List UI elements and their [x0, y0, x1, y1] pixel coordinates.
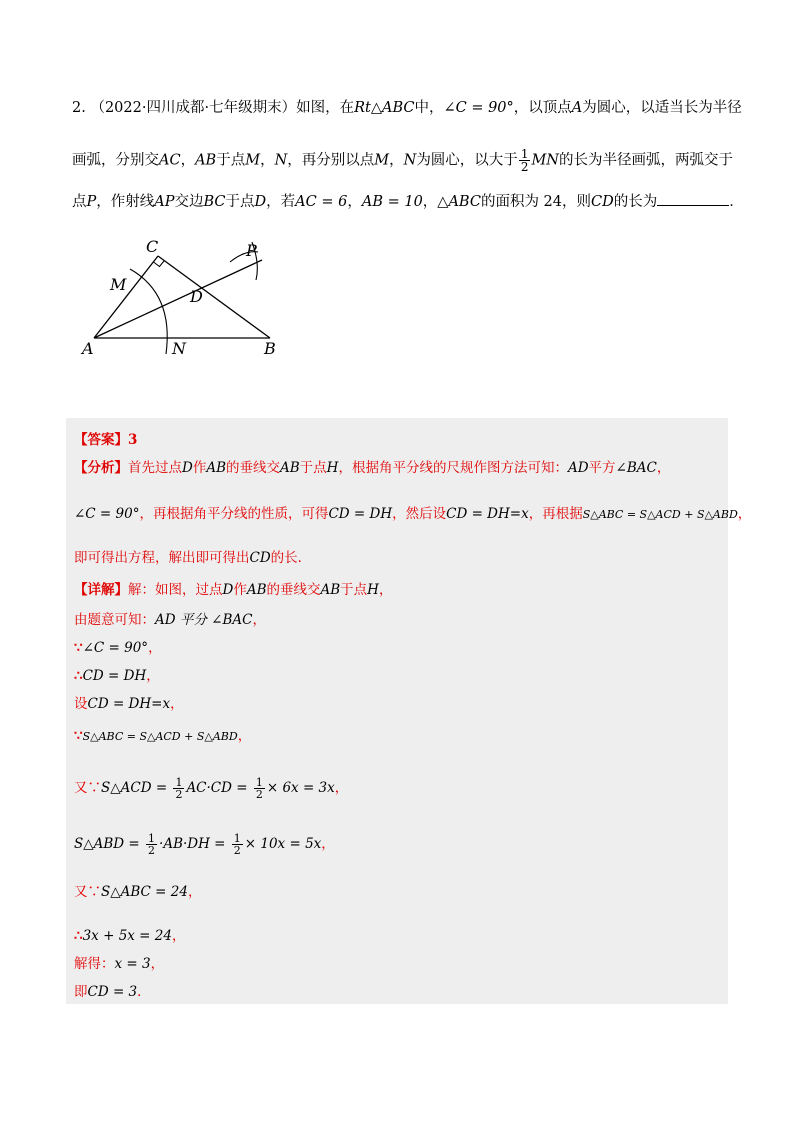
math-mn: MN: [531, 152, 559, 169]
label-c: C: [146, 237, 159, 256]
math-rt-triangle: Rt△ABC: [354, 100, 415, 116]
question-text: 中，: [414, 100, 444, 116]
analysis-line-2: [74, 502, 751, 522]
analysis-text: 作: [192, 460, 207, 476]
punct: ，: [237, 728, 252, 744]
analysis-text: 的长．: [270, 550, 312, 566]
math-ab: AB: [206, 460, 226, 476]
geometry-figure: [80, 228, 300, 368]
fraction-half: [519, 148, 531, 173]
detail-text: 于点: [340, 582, 368, 598]
detail-text: ，: [252, 612, 266, 628]
question-line-3: [72, 190, 744, 211]
analysis-text: ，再根据角平分线的性质，可得: [139, 506, 329, 522]
math-ab: AB: [320, 582, 341, 598]
math-cd-dh: CD = DH: [328, 506, 393, 522]
math-point-h: H: [367, 582, 379, 598]
analysis-text: ，: [737, 506, 752, 522]
fraction-denominator: 2: [233, 844, 241, 857]
question-line-2: [72, 148, 733, 173]
analysis-text: 于点: [299, 460, 327, 476]
analysis-text: ，然后设: [392, 506, 447, 522]
therefore-symbol: ∴: [74, 928, 83, 944]
math-area-abc-24: S△ABC = 24: [101, 884, 188, 900]
math-point-n: N: [403, 152, 417, 169]
question-text: 于点: [225, 194, 255, 210]
detail-line-2: [74, 608, 266, 628]
label-b: B: [264, 339, 276, 358]
punct: ，: [260, 152, 275, 169]
question-text: 于点: [216, 152, 246, 169]
question-text: 的长为半径画弧，两弧交于: [559, 152, 733, 169]
math-5x: × 10x = 5x: [244, 836, 322, 852]
question-text: 画弧，分别交: [72, 152, 159, 169]
detail-text: 即: [74, 984, 88, 1000]
question-text: 为圆心，以大于: [416, 152, 518, 169]
fraction-numerator: 1: [255, 776, 263, 789]
math-cd-dh-x: CD = DH=x: [87, 696, 171, 712]
question-text: 如图，在: [296, 100, 355, 116]
fraction-half: [254, 777, 265, 800]
detail-text: ，: [378, 582, 393, 598]
math-area-abd: S△ABD =: [74, 836, 145, 852]
fraction-denominator: 2: [175, 788, 183, 801]
math-cd: CD: [249, 550, 271, 566]
analysis-text: 的垂线交: [226, 460, 280, 476]
analysis-text: ，再根据: [528, 506, 583, 522]
punct: ，: [334, 780, 349, 796]
segment-bc: [158, 256, 270, 338]
math-ab: AB: [246, 582, 267, 598]
label-m: M: [110, 275, 127, 294]
detail-text: 又∵: [74, 780, 101, 796]
math-angle-c: ∠C = 90°: [443, 100, 514, 116]
math-area-acd: S△ACD =: [101, 780, 172, 796]
analysis-text: 即可得出方程，解出即可得出: [74, 550, 250, 566]
math-triangle-abc: △ABC: [437, 194, 481, 210]
question-text: ，作射线: [96, 194, 155, 210]
math-point-n: N: [274, 152, 288, 169]
detail-line-6: [74, 724, 251, 744]
math-cd-dh-x: CD = DH=x: [446, 506, 529, 522]
math-point-m: M: [374, 152, 390, 169]
punct: ，: [170, 696, 184, 712]
fraction-numerator: 1: [148, 832, 156, 845]
question-text: ，若: [266, 194, 296, 210]
math-ab-10: AB = 10: [361, 194, 423, 210]
detail-line-3: [74, 636, 162, 656]
math-angle-c: ∠C = 90°: [82, 640, 149, 656]
math-point-h: H: [326, 460, 339, 476]
detail-text: 由题意可知：: [74, 612, 155, 628]
detail-text: 解得：: [74, 956, 115, 972]
math-cd: CD: [591, 194, 614, 210]
analysis-line-1: [74, 456, 670, 476]
detail-text: 设: [74, 696, 88, 712]
detail-line-1: [74, 578, 392, 598]
math-3x: × 6x = 3x: [266, 780, 335, 796]
punct: ，: [148, 640, 162, 656]
punct: ，: [171, 928, 186, 944]
answer-line: [74, 428, 137, 448]
math-point-d: D: [182, 460, 193, 476]
punct: ，: [347, 194, 362, 210]
math-point-m: M: [245, 152, 261, 169]
segment-ac: [94, 256, 158, 338]
math-ad-bisect: AD 平分 ∠BAC: [155, 612, 253, 628]
math-angle-bac: ∠BAC: [615, 460, 657, 476]
arc-mn: [130, 269, 167, 354]
answer-label: 【答案】: [74, 432, 128, 448]
detail-line-10: [74, 924, 185, 944]
math-angle-c: ∠C = 90°: [74, 506, 140, 522]
punct: ，: [180, 152, 196, 169]
math-area-sum: S△ABC = S△ACD + S△ABD: [82, 730, 238, 743]
math-point-d: D: [254, 194, 267, 210]
detail-line-8: [74, 832, 335, 856]
math-ad: AD: [567, 460, 589, 476]
triangle-diagram: [80, 228, 300, 368]
detail-text: 作: [233, 582, 247, 598]
fraction-numerator: 1: [520, 147, 529, 161]
detail-line-11: [74, 952, 164, 972]
detail-line-12: [74, 980, 151, 1000]
label-d: D: [190, 287, 203, 306]
detail-line-5: [74, 692, 184, 712]
punct: ，: [321, 836, 335, 852]
detail-label: 【详解】: [74, 582, 128, 598]
detail-line-4: [74, 664, 160, 684]
question-text: ，以顶点: [513, 100, 572, 116]
question-text: 为圆心，以适当长为半径: [582, 100, 742, 116]
fraction-half: [232, 833, 243, 856]
answer-value: 3: [128, 432, 138, 448]
analysis-text: 首先过点: [128, 460, 182, 476]
fraction-denominator: 2: [148, 844, 156, 857]
fraction-denominator: 2: [255, 788, 263, 801]
punct: ，: [146, 668, 160, 684]
punct: ．: [729, 194, 744, 210]
math-cd-dh: CD = DH: [82, 668, 147, 684]
fraction-numerator: 1: [175, 776, 183, 789]
analysis-line-3: [74, 546, 311, 566]
detail-line-7: [74, 776, 348, 800]
math-segment-bc: BC: [203, 194, 226, 210]
math-ray-ap: AP: [154, 194, 175, 210]
detail-text: 的垂线交: [266, 582, 321, 598]
math-equation: 3x + 5x = 24: [82, 928, 172, 944]
ray-ap: [94, 260, 262, 338]
because-symbol: ∵: [74, 640, 83, 656]
because-symbol: ∵: [74, 728, 83, 744]
therefore-symbol: ∴: [74, 668, 83, 684]
math-segment-ab: AB: [195, 152, 217, 169]
label-p: P: [246, 241, 257, 260]
question-text: 的长为: [613, 194, 658, 210]
math-point-d: D: [222, 582, 234, 598]
punct: ，: [389, 152, 404, 169]
label-a: A: [82, 339, 94, 358]
analysis-text: 平方: [588, 460, 616, 476]
fraction-half: [173, 777, 184, 800]
fraction-denominator: 2: [520, 160, 529, 174]
fraction-half: [146, 833, 157, 856]
answer-blank: [657, 192, 729, 206]
math-ac-cd: AC·CD =: [186, 780, 252, 796]
math-segment-ac: AC: [159, 152, 181, 169]
math-ab: AB: [280, 460, 300, 476]
punct: ．: [137, 984, 151, 1000]
fraction-numerator: 1: [233, 832, 241, 845]
question-text: 点: [72, 194, 87, 210]
math-ac-6: AC = 6: [295, 194, 348, 210]
detail-text: 又∵: [74, 884, 101, 900]
question-text: 交边: [174, 194, 204, 210]
question-text: 的面积为 24，则: [480, 194, 592, 210]
right-angle-mark: [154, 261, 165, 267]
punct: ，: [150, 956, 165, 972]
answer-section: [66, 418, 752, 1004]
math-point-a: A: [571, 100, 583, 116]
math-area-sum: S△ABC = S△ACD + S△ABD: [582, 508, 738, 521]
analysis-text: ，: [656, 460, 671, 476]
analysis-text: ，根据角平分线的尺规作图方法可知：: [338, 460, 568, 476]
math-x-3: x = 3: [114, 956, 151, 972]
math-point-p: P: [86, 194, 97, 210]
question-line-1: [72, 96, 742, 117]
punct: ，: [422, 194, 438, 210]
question-text: ，再分别以点: [287, 152, 375, 169]
math-cd-3: CD = 3: [87, 984, 138, 1000]
question-source: （2022·四川成都·七年级期末）: [90, 100, 297, 116]
detail-line-9: [74, 880, 201, 900]
punct: ，: [187, 884, 202, 900]
detail-text: 解：如图，过点: [128, 582, 223, 598]
label-n: N: [172, 339, 186, 358]
analysis-label: 【分析】: [74, 460, 128, 476]
question-number: 2.: [72, 100, 86, 116]
math-ab-dh: ·AB·DH =: [159, 836, 230, 852]
